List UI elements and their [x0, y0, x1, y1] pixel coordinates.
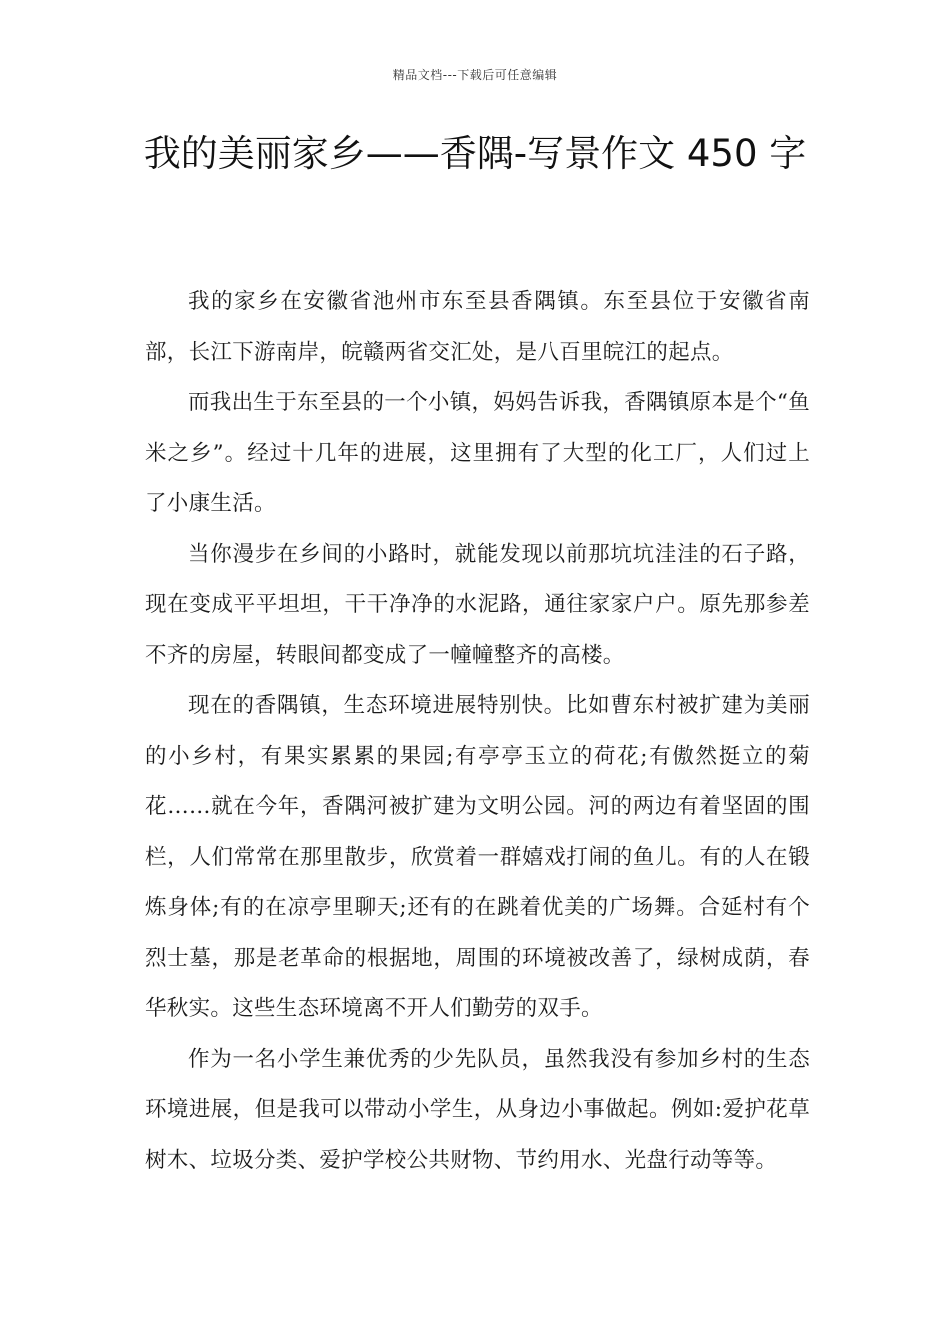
paragraph-1: 我的家乡在安徽省池州市东至县香隅镇。东至县位于安徽省南部，长江下游南岸，皖赣两省交汇处，是八百里皖江的起点。 — [145, 289, 810, 365]
document-title: 我的美丽家乡——香隅-写景作文 450 字 — [143, 132, 807, 175]
paragraph-2: 而我出生于东至县的一个小镇，妈妈告诉我，香隅镇原本是个“鱼米之乡”。经过十几年的进展，这里拥有了大型的化工厂，人们过上了小康生活。 — [145, 390, 810, 516]
paragraph-4: 现在的香隅镇，生态环境进展特别快。比如曹东村被扩建为美丽的小乡村，有果实累累的果园;有亭亭玉立的荷花;有傲然挺立的菊花……就在今年，香隅河被扩建为文明公园。河的两边有着坚固的围栏，人们常常在那里散步，欣赏着一群嬉戏打闹的鱼儿。有的人在锻炼身体;有的在凉亭里聊天;还有的在跳着优美的广场舞。合延村有个烈士墓，那是老革命的根据地，周围的环境被改善了，绿树成荫，春华秋实。这些生态环境离不开人们勤劳的双手。 — [145, 693, 810, 1021]
header-note: 精品文档---下载后可任意编辑 — [392, 68, 558, 82]
paragraph-5: 作为一名小学生兼优秀的少先队员，虽然我没有参加乡村的生态环境进展，但是我可以带动小学生，从身边小事做起。例如:爱护花草树木、垃圾分类、爱护学校公共财物、节约用水、光盘行动等等。 — [145, 1046, 810, 1173]
article-body — [145, 277, 810, 1186]
paragraph-3: 当你漫步在乡间的小路时，就能发现以前那坑坑洼洼的石子路，现在变成平平坦坦，干干净净的水泥路，通往家家户户。原先那参差不齐的房屋，转眼间都变成了一幢幢整齐的高楼。 — [145, 541, 810, 668]
